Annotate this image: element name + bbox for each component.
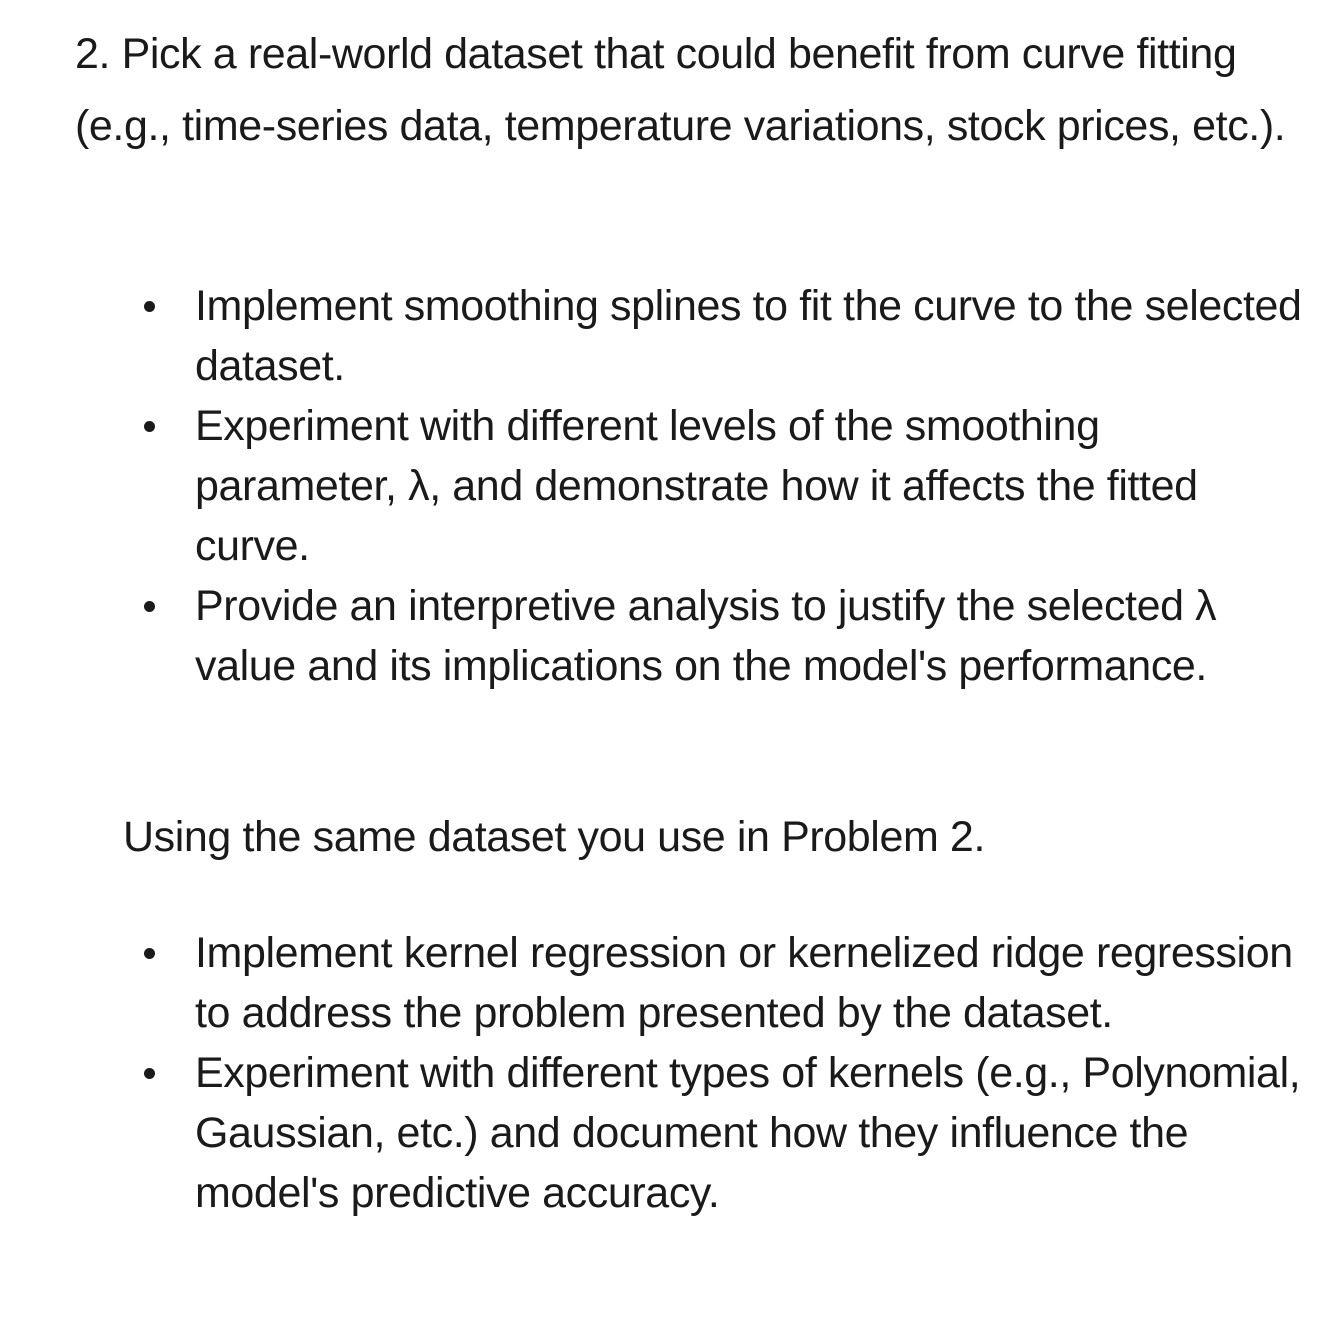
bullet-icon [144, 301, 155, 312]
followup-heading: Using the same dataset you use in Problem 2. [123, 813, 985, 861]
list-item [195, 1043, 1305, 1223]
list-item [195, 576, 1305, 696]
bullet-icon [144, 421, 155, 432]
list-item [195, 396, 1305, 576]
bullet-icon [144, 601, 155, 612]
problem-statement: 2. Pick a real-world dataset that could benefit from curve fitting (e.g., time-series data, temperature variations, stock prices, etc.). [75, 30, 1286, 150]
bullet-icon [144, 948, 155, 959]
list-item [195, 923, 1305, 1043]
bullet-icon [144, 1068, 155, 1079]
task-text: Experiment with different types of kernels (e.g., Polynomial, Gaussian, etc.) and document how they influence the model's predictive accuracy. [195, 1049, 1301, 1217]
task-text: Implement smoothing splines to fit the curve to the selected dataset. [195, 282, 1302, 390]
followup-task-list [195, 923, 1305, 1223]
task-text: Experiment with different levels of the smoothing parameter, λ, and demonstrate how it affects the fitted curve. [195, 402, 1198, 570]
problem-task-list [195, 276, 1305, 696]
list-item [195, 276, 1305, 396]
task-text: Provide an interpretive analysis to justify the selected λ value and its implications on the model's performance. [195, 582, 1217, 690]
task-text: Implement kernel regression or kernelized ridge regression to address the problem presented by the dataset. [195, 929, 1293, 1037]
